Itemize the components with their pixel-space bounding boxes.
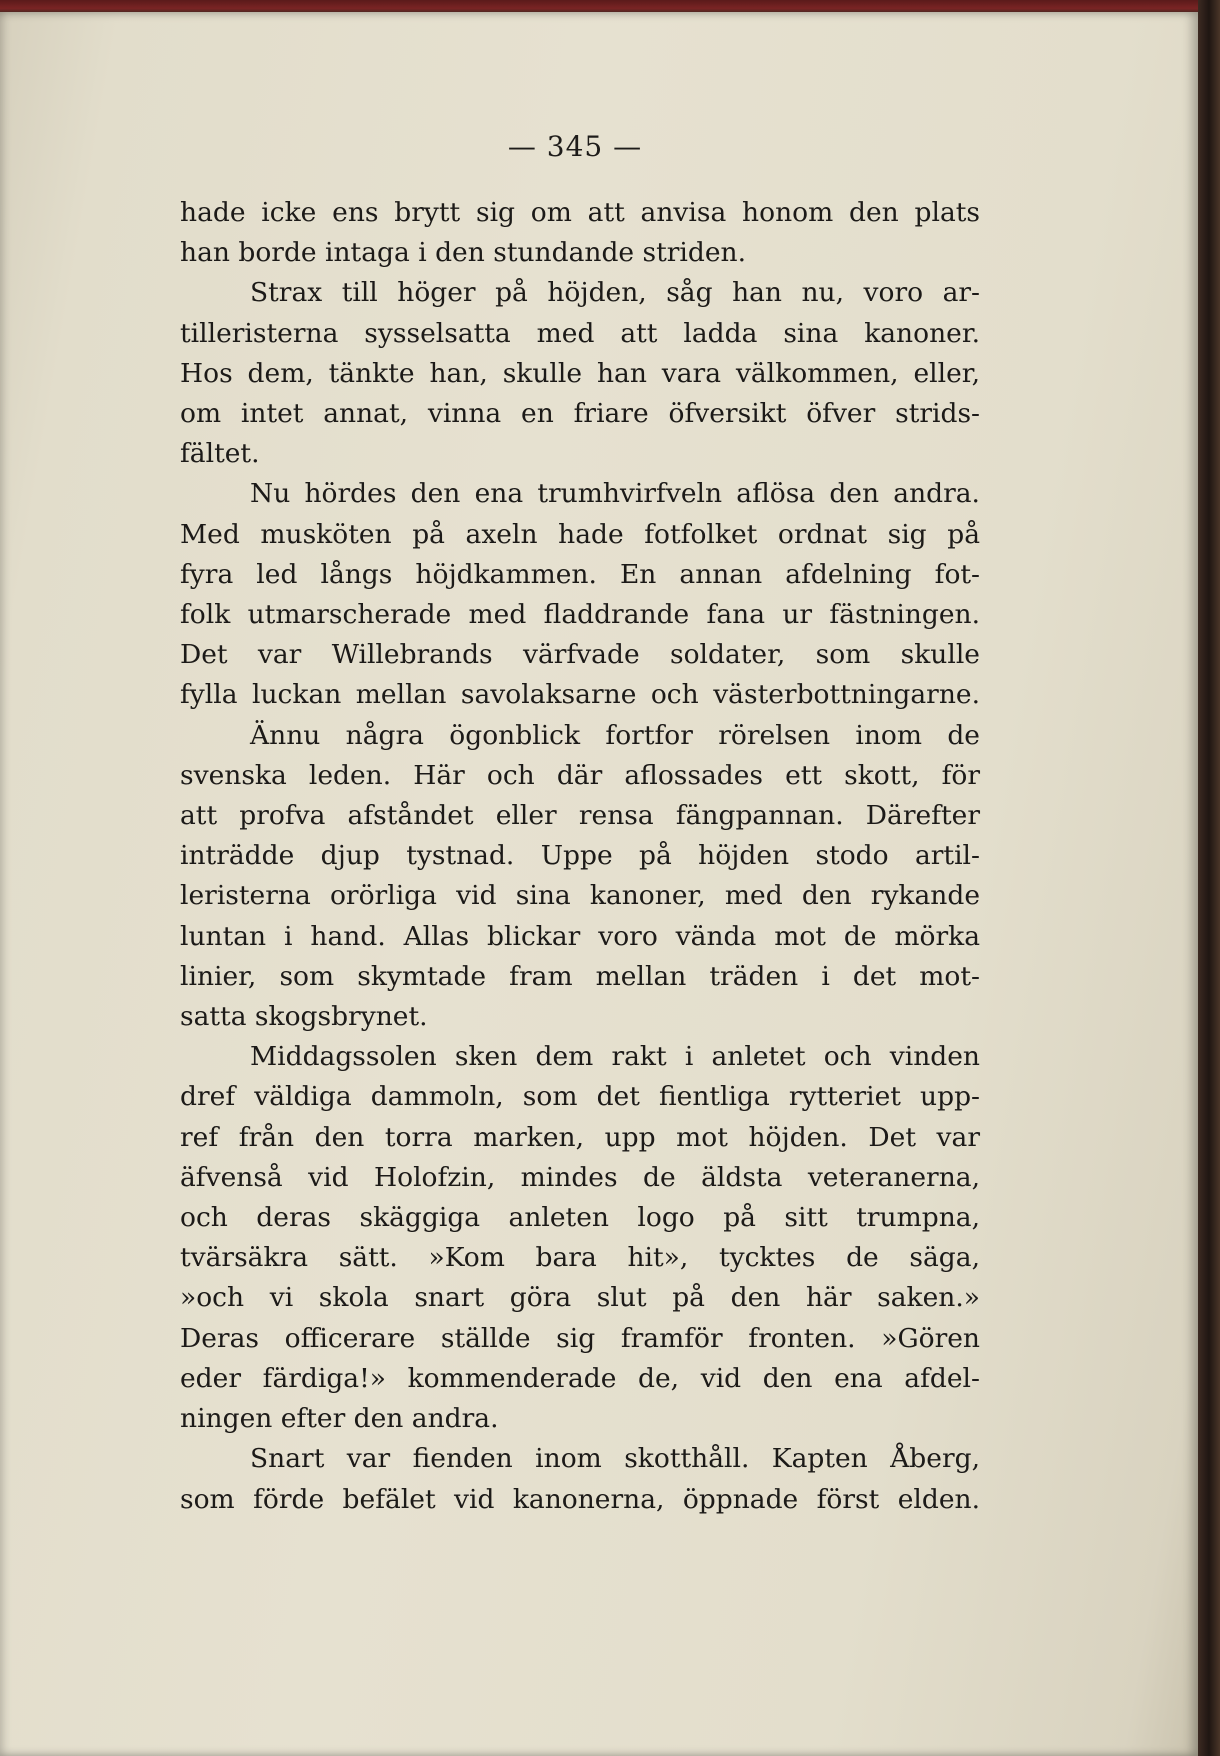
text-line: Snart var fienden inom skotthåll. Kapten Åberg, xyxy=(250,1443,980,1475)
text-line: som förde befälet vid kanonerna, öppnade först elden. xyxy=(180,1483,980,1515)
text-line: »och vi skola snart göra slut på den här saken.» xyxy=(180,1282,980,1314)
text-line: folk utmarscherade med fladdrande fana ur fästningen. xyxy=(180,599,980,631)
text-line: tvärsäkra sätt. »Kom bara hit», tycktes de säga, xyxy=(180,1242,980,1274)
text-line: ref från den torra marken, upp mot höjden. Det var xyxy=(180,1121,980,1153)
text-line: linier, som skymtade fram mellan träden i det mot- xyxy=(180,960,980,992)
text-line: luntan i hand. Allas blickar voro vända mot de mörka xyxy=(180,920,980,952)
page-number: — 345 — xyxy=(507,130,643,163)
page-body-text xyxy=(180,193,980,1520)
text-line: hade icke ens brytt sig om att anvisa honom den plats xyxy=(180,197,980,228)
text-line: om intet annat, vinna en friare öfversikt öfver strids- xyxy=(180,398,980,430)
text-line: och deras skäggiga anleten logo på sitt trumpna, xyxy=(180,1202,980,1234)
text-line: Nu hördes den ena trumhvirfveln aflösa den andra. xyxy=(250,478,980,510)
text-line: äfvenså vid Holofzin, mindes de äldsta veteranerna, xyxy=(180,1161,980,1193)
text-line: inträdde djup tystnad. Uppe på höjden stodo artil- xyxy=(180,840,980,872)
text-line: leristerna orörliga vid sina kanoner, med den rykande xyxy=(180,880,980,912)
text-line: Med musköten på axeln hade fotfolket ordnat sig på xyxy=(180,518,980,550)
text-line: fyra led långs höjdkammen. En annan afdelning fot- xyxy=(180,558,980,590)
text-line: att profva afståndet eller rensa fängpannan. Därefter xyxy=(180,800,980,832)
text-line: han borde intaga i den stundande striden. xyxy=(180,237,747,269)
text-line: tilleristerna sysselsatta med att ladda sina kanoner. xyxy=(180,317,980,349)
text-line: fylla luckan mellan savolaksarne och västerbottningarne. xyxy=(180,679,980,711)
text-line: svenska leden. Här och där aflossades ett skott, för xyxy=(180,759,980,791)
text-line: dref väldiga dammoln, som det fientliga rytteriet upp- xyxy=(180,1081,980,1113)
text-line: Deras officerare ställde sig framför fronten. »Gören xyxy=(180,1322,980,1354)
text-line: fältet. xyxy=(180,438,260,470)
text-line: satta skogsbrynet. xyxy=(180,1001,428,1033)
text-line: Det var Willebrands värfvade soldater, som skulle xyxy=(180,639,980,671)
text-line: eder färdiga!» kommenderade de, vid den ena afdel- xyxy=(180,1362,980,1394)
text-line: ningen efter den andra. xyxy=(180,1403,499,1435)
text-line: Middagssolen sken dem rakt i anletet och vinden xyxy=(250,1041,980,1073)
text-line: Strax till höger på höjden, såg han nu, voro ar- xyxy=(250,277,980,309)
book-spine xyxy=(1198,0,1220,1756)
text-line: Ännu några ögonblick fortfor rörelsen inom de xyxy=(250,719,980,751)
text-line: Hos dem, tänkte han, skulle han vara välkommen, eller, xyxy=(180,357,980,389)
